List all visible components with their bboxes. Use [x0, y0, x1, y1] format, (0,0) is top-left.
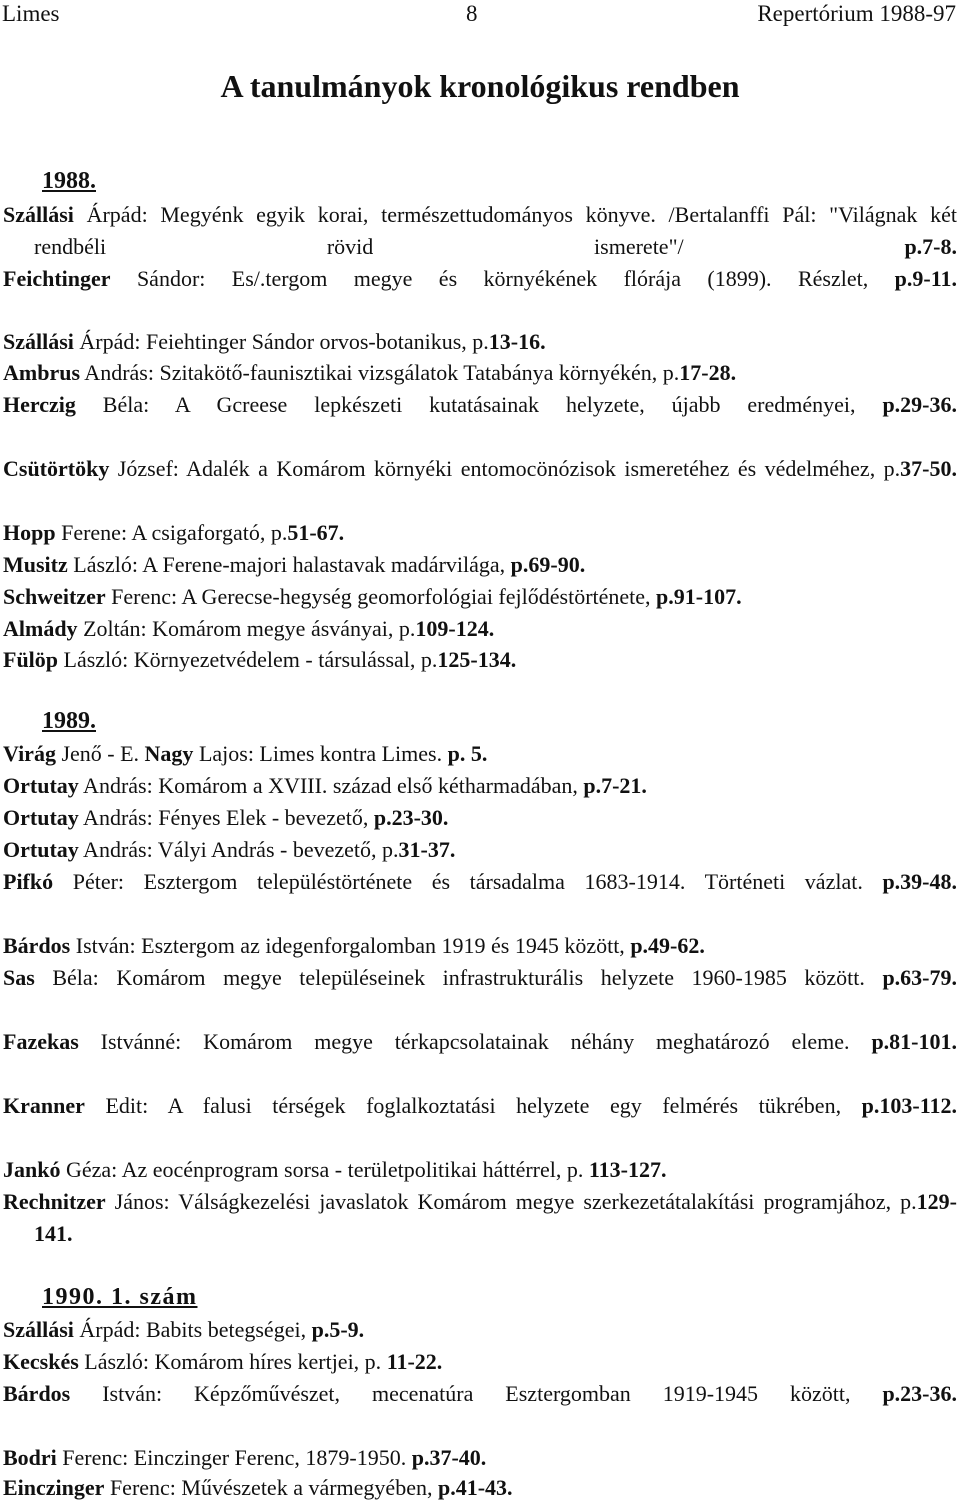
entry-pages: p.91-107.: [656, 584, 742, 609]
entry-pages: 31-37.: [398, 837, 456, 862]
entry-text: János: Válságkezelési javaslatok Komárom megye szerkezetátalakítási programjához, p.: [105, 1189, 917, 1214]
entry-pages: p.41-43.: [437, 1475, 513, 1500]
entry-pages: p.29-36.: [882, 392, 957, 417]
entry-author: Kecskés: [3, 1349, 79, 1374]
entry: [3, 326, 957, 358]
entry-author: Einczinger: [3, 1475, 105, 1500]
entry: [3, 581, 957, 613]
entry-author: Ortutay: [3, 773, 79, 798]
entry: [3, 453, 957, 485]
header-journal: Limes: [2, 1, 60, 26]
year-heading-1988: 1988.: [42, 168, 96, 194]
entry-author: Virág: [3, 741, 56, 766]
entry-text: Ferenc: A Gerecse-hegység geomorfológiai fejlődéstörténete,: [105, 584, 657, 609]
entry-pages: p.9-11.: [894, 266, 957, 291]
entry-text: Árpád: Feiehtinger Sándor orvos-botanikus, p.: [73, 329, 489, 354]
entry-author: Pifkó: [3, 869, 54, 894]
running-header: [0, 0, 960, 30]
entry-author: Jankó: [3, 1157, 61, 1182]
entry: [3, 517, 957, 549]
entry-text: András: Vályi András - bevezető, p.: [78, 837, 399, 862]
entry-author: Bárdos: [3, 933, 71, 958]
entry: [3, 1346, 957, 1378]
entry-text: Ferenc: Einczinger Ferenc, 1879-1950.: [56, 1445, 412, 1470]
entry-author: Fazekas: [3, 1029, 79, 1054]
entry-pages: p.5-9.: [311, 1317, 365, 1342]
entry: [3, 866, 957, 898]
entry-text: Lajos: Limes kontra Limes.: [193, 741, 448, 766]
entry-text: Sándor: Es/.tergom megye és környékének flórája (1899). Részlet,: [110, 266, 895, 291]
year-heading-1990: 1990. 1. szám: [42, 1284, 198, 1310]
entry-text: Edit: A falusi térségek foglalkoztatási helyzete egy felmérés tükrében,: [84, 1093, 862, 1118]
entry: [3, 199, 957, 263]
entry-author: Kranner: [3, 1093, 85, 1118]
entry-author: Ortutay: [3, 837, 79, 862]
entry: [3, 962, 957, 994]
entry: [3, 549, 957, 581]
entry: [3, 644, 957, 676]
entry-text: Árpád: Megyénk egyik korai, természettudományos könyve. /Bertalanffi Pál: "Világnak két rendbéli rövid ismerete"/: [34, 202, 957, 259]
entry-pages: p.23-36.: [882, 1381, 957, 1406]
entry: [3, 1090, 957, 1122]
entry: [3, 930, 957, 962]
entry-text: Géza: Az eocénprogram sorsa - területpolitikai háttérrel, p.: [60, 1157, 589, 1182]
entry-author: Fülöp: [3, 647, 59, 672]
entry-text: András: Fényes Elek - bevezető,: [78, 805, 374, 830]
entry-text: Jenő - E.: [55, 741, 145, 766]
year-heading-1989: 1989.: [42, 708, 96, 734]
entry-text: Ferene: A csigaforgató, p.: [55, 520, 288, 545]
entry-text: Péter: Esztergom településtörténete és társadalma 1683-1914. Történeti vázlat.: [53, 869, 883, 894]
entry-author: Ambrus: [3, 360, 81, 385]
entry-author: Bárdos: [3, 1381, 71, 1406]
entry-pages: 113-127.: [588, 1157, 667, 1182]
entry-text: László: Komárom híres kertjei, p.: [78, 1349, 387, 1374]
entry-author: Feichtinger: [3, 266, 111, 291]
entry-text: László: Környezetvédelem - társulással, p.: [58, 647, 438, 672]
entry: [3, 1026, 957, 1058]
entry-author: Szállási: [3, 202, 74, 227]
entry-pages: p.63-79.: [882, 965, 957, 990]
entry: [3, 1472, 957, 1504]
entry-author: Schweitzer: [3, 584, 106, 609]
entry: [3, 1186, 957, 1250]
entry: [3, 1154, 957, 1186]
entry-author: Almády: [3, 616, 78, 641]
entry: [3, 1378, 957, 1410]
entry-author: Hopp: [3, 520, 56, 545]
entry-author: Ortutay: [3, 805, 79, 830]
entry-text: Istvánné: Komárom megye térkapcsolatainak néhány meghatározó eleme.: [78, 1029, 872, 1054]
entry-pages: 51-67.: [287, 520, 345, 545]
entry-text: Zoltán: Komárom megye ásványai, p.: [77, 616, 416, 641]
entry-pages: 129-141.: [34, 1189, 957, 1246]
entry-text: László: A Ferene-majori halastavak madárvilága,: [67, 552, 511, 577]
entry-author: Herczig: [3, 392, 76, 417]
entry: [3, 738, 957, 770]
entry-author: Rechnitzer: [3, 1189, 106, 1214]
entry-pages: 17-28.: [679, 360, 737, 385]
entry-pages: p.49-62.: [630, 933, 705, 958]
entry: [3, 1314, 957, 1346]
entry: [3, 802, 957, 834]
entry-author: Szállási: [3, 329, 74, 354]
entry: [3, 1442, 957, 1474]
entry-pages: 125-134.: [437, 647, 517, 672]
entry-pages: 11-22.: [386, 1349, 443, 1374]
entry: [3, 834, 957, 866]
entry-text: Béla: A Gcreese lepkészeti kutatásainak helyzete, újabb eredményei,: [75, 392, 883, 417]
entry-author: Bodri: [3, 1445, 57, 1470]
entry-author: Szállási: [3, 1317, 74, 1342]
entry: [3, 389, 957, 421]
entry-text: Árpád: Babits betegségei,: [73, 1317, 312, 1342]
entry: [3, 263, 957, 295]
entry-text: István: Esztergom az idegenforgalomban 1919 és 1945 között,: [70, 933, 631, 958]
entry-author: Csütörtöky: [3, 456, 110, 481]
entry: [3, 613, 957, 645]
entry-pages: 109-124.: [415, 616, 495, 641]
entry-pages: p. 5.: [447, 741, 488, 766]
entry-pages: p.103-112.: [861, 1093, 957, 1118]
entry-coauthor: Nagy: [144, 741, 194, 766]
entry-pages: p.7-8.: [904, 234, 957, 259]
entry-text: István: Képzőművészet, mecenatúra Esztergomban 1919-1945 között,: [70, 1381, 883, 1406]
entry-pages: 13-16.: [488, 329, 546, 354]
page-title: A tanulmányok kronológikus rendben: [220, 68, 740, 104]
entry-text: József: Adalék a Komárom környéki entomocönózisok ismeretéhez és védelméhez, p.: [109, 456, 901, 481]
entry-author: Musitz: [3, 552, 68, 577]
entry-text: Ferenc: Művészetek a vármegyében,: [104, 1475, 438, 1500]
header-repertory: Repertórium 1988-97: [757, 1, 956, 26]
entry-pages: p.7-21.: [583, 773, 647, 798]
header-page-number: 8: [466, 1, 478, 26]
entry-text: András: Szitakötő-faunisztikai vizsgálatok Tatabánya környékén, p.: [80, 360, 680, 385]
entry: [3, 357, 957, 389]
entry-author: Sas: [3, 965, 35, 990]
entry-pages: p.23-30.: [373, 805, 449, 830]
entry-text: Béla: Komárom megye településeinek infrastrukturális helyzete 1960-1985 között.: [34, 965, 883, 990]
entry-pages: p.81-101.: [871, 1029, 957, 1054]
entry-pages: 37-50.: [900, 456, 957, 481]
entry-text: András: Komárom a XVIII. század első kétharmadában,: [78, 773, 584, 798]
entry-pages: p.37-40.: [411, 1445, 487, 1470]
entry-pages: p.69-90.: [510, 552, 586, 577]
entry-pages: p.39-48.: [882, 869, 957, 894]
entry: [3, 770, 957, 802]
